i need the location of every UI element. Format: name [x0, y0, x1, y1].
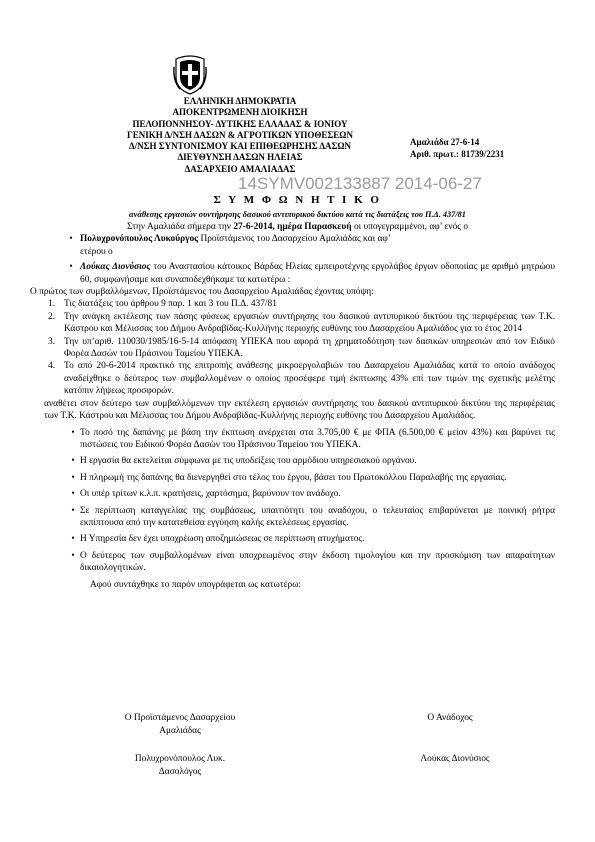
document-date: Αμαλιάδα 27-6-14	[410, 137, 480, 147]
term-item	[71, 472, 555, 484]
term-item	[71, 455, 555, 467]
bullet-icon: •	[71, 472, 75, 483]
list-item	[48, 336, 555, 361]
term-text: Το ποσό της δαπάνης με βάση την έκπτωση ανέρχεται στα 3.705,00 € με ΦΠΑ (6.500,00 € μείον 43%) και βαρύνει τις πιστώσεις του Ειδικού Φορέα Δασών του Πράσινου Ταμείου του ΥΠΕΚΑ.	[80, 427, 555, 450]
signature-left-name	[100, 753, 260, 779]
document-subtitle: ανάθεσης εργασιών συντήρησης δασικού αντιπυρικού δικτύου κατά τις διατάξεις του Π.Δ. 437/81	[129, 210, 466, 219]
term-text: Η Υπηρεσία δεν έχει υποχρέωση αποζημιώσεως σε περίπτωση ατυχήματος.	[80, 534, 365, 545]
document-title: Σ Υ Μ Φ Ω Ν Η Τ Ι Κ Ο	[213, 194, 382, 206]
party-two-details: του Αναστασίου κάτοικος Βάρδας Ηλείας εμπειροτέχνης εργολάβος έργων οδοποιίας με αριθμό μητρώου 60, συμφωνήσαμε και συναποδεχθήκαμε τα κατωτέρω :	[80, 262, 555, 285]
contract-body	[30, 221, 555, 591]
signature-left-title	[100, 712, 260, 738]
header-line: ΓΕΝΙΚΗ Δ/ΝΣΗ ΔΑΣΩΝ & ΑΓΡΟΤΙΚΩΝ ΥΠΟΘΕΣΕΩΝ	[127, 129, 353, 140]
diavgeia-stamp: 14SYMV002133887 2014-06-27	[238, 174, 482, 193]
list-text: Την υπ’αριθ. 110030/1985/16-5-14 απόφαση ΥΠΕΚΑ που αφορά τη χρηματοδότηση των δασικών υπηρεσιών από τον Ειδικό Φορέα Δασών του Πράσινου Ταμείου ΥΠΕΚΑ.	[64, 336, 555, 360]
party-two-name: Λούκας Διονύσιος	[80, 262, 151, 273]
term-text: Οι υπέρ τρίτων κ.λ.π. κρατήσεις, χαρτόσημα, βαρύνουν τον ανάδοχο.	[80, 489, 341, 500]
terms-list	[40, 427, 555, 575]
header-line: ΕΛΛΗΝΙΚΗ ΔΗΜΟΚΡΑΤΙΑ	[183, 96, 297, 106]
list-text: Τις διατάξεις του άρθρου 9 παρ. 1 και 3 του Π.Δ. 437/81	[64, 299, 277, 310]
numbered-list	[40, 298, 555, 397]
header-line: ΠΕΛΟΠΟΝΝΗΣΟΥ- ΔΥΤΙΚΗΣ ΕΛΛΑΔΑΣ & ΙΟΝΙΟΥ	[132, 118, 348, 129]
authority-header	[90, 96, 390, 175]
signature-left-title-line: Αμαλιάδας	[159, 726, 201, 736]
protocol-number: Αριθ. πρωτ.: 81739/2231	[410, 148, 505, 159]
bullet-icon: •	[71, 427, 75, 438]
signature-right-title: Ο Ανάδοχος	[427, 713, 473, 723]
list-number: 2.	[48, 311, 56, 322]
bullet-icon: •	[69, 262, 73, 273]
list-text: Το από 20-6-2014 πρακτικό της επιτροπής ανάθεσης μικροεργολαβιών του Δασαρχείου Αμαλιάδας κατά το οποίο ανάδοχος αναδείχθηκε ο δεύτερος των συμβαλλομένων ο οποίος προσέφερε τιμή έκπτωσης 43% επί των τιμών της σχετικής μελέτης κατόπιν λήψεως προσφορών.	[64, 361, 555, 397]
bullet-icon: •	[71, 456, 75, 467]
term-item	[71, 505, 555, 530]
party-one-cont: ετέρου ο	[80, 246, 113, 257]
party-one-name: Πολυχρονόπουλος Λυκούργος	[80, 234, 199, 245]
signature-left-name-line: Πολυχρονόπουλος Λυκ.	[134, 754, 226, 764]
list-item	[48, 298, 555, 310]
list-item	[48, 360, 555, 397]
bullet-icon: •	[71, 505, 75, 516]
term-item	[71, 427, 555, 452]
signature-left-title-line: Ο Προϊστάμενος Δασαρχείου	[124, 713, 236, 723]
signature-right-name: Λούκας Διονύσιος	[420, 754, 490, 764]
term-text: Η πληρωμή της δαπάνης θα διενεργηθεί στο τέλος του έργου, βάσει του Πρωτοκόλλου Παραλαβής της εργασίας.	[80, 472, 507, 483]
bullet-icon: •	[71, 550, 75, 561]
term-item	[71, 550, 555, 575]
list-text: Την ανάγκη εκτέλεσης των πάσης φύσεως εργασιών συντήρησης του δασικού αντιπυρικού δικτύου της περιφέρειας των Τ.Κ. Κάστρου και Μέλισσας του Δήμου Ανδραβίδας-Κυλλήνης περιοχής ευθύνης του Δασαρχείου Αμαλιάδος για το έτος 2014	[64, 311, 555, 335]
term-text: Σε περίπτωση καταγγελίας της συμβάσεως, υπαιτιότητι του αναδόχου, ο τελευταίος επιβαρύνεται με ποινική ρήτρα εκπίπτουσα από την κατατεθείσα εγγύηση καλής εκτελέσεως εργασίας.	[80, 505, 555, 528]
term-item	[71, 488, 555, 500]
signature-left-role: Δασολόγος	[158, 767, 202, 777]
header-line: ΔΙΕΥΘΥΝΣΗ ΔΑΣΩΝ ΗΛΕΙΑΣ	[177, 152, 303, 163]
party-one-role: Προϊστάμενος του Δασαρχείου Αμαλιάδας και αφ’	[200, 234, 391, 245]
party-two	[40, 261, 555, 286]
list-number: 1.	[48, 299, 56, 310]
list-number: 3.	[48, 336, 56, 347]
intro-paragraph	[40, 221, 555, 233]
bullet-icon: •	[71, 489, 75, 500]
term-text: Ο δεύτερος των συμβαλλομένων είναι υποχρεωμένος στην έκδοση τιμολογίου και την προσκόμιση των απαραίτητων δικαιολογητικών.	[80, 550, 555, 574]
closing-line: Αφού συντάχθηκε το παρόν υπογράφεται ως κατωτέρω:	[90, 579, 301, 590]
considering-line: Ο πρώτος των συμβαλλόμενων, Προϊστάμενος του Δασαρχείου Αμαλιάδας έχοντας υπόψη:	[30, 287, 374, 298]
header-line: ΑΠΟΚΕΝΤΡΩΜΕΝΗ ΔΙΟΙΚΗΣΗ	[172, 107, 308, 118]
header-line: ΔΑΣΑΡΧΕΙΟ ΑΜΑΛΙΑΔΑΣ	[184, 163, 296, 174]
list-number: 4.	[48, 361, 56, 372]
header-line: Δ/ΝΣΗ ΣΥΝΤΟΝΙΣΜΟΥ ΚΑΙ ΕΠΙΘΕΩΡΗΣΗΣ ΔΑΣΩΝ	[128, 141, 352, 152]
assignment-paragraph: αναθέτει στον δεύτερο των συμβαλλόμενων την εκτέλεση εργασιών συντήρησης του δασικού αντιπυρικού δικτύου της περιφέρειας των Τ.Κ. Κάστρου και Μέλισσας του Δήμου Ανδραβίδας-Κυλλήνης περιοχής ευθύνης του Δασαρχείου Αμαλιάδος.	[44, 398, 555, 422]
bullet-icon: •	[69, 234, 73, 245]
intro-text: Στην Αμαλιάδα σήμερα την	[126, 222, 231, 232]
list-item	[48, 311, 555, 336]
intro-text-end: οι υπογεγραμμένοι, αφ’ ενός ο	[353, 222, 469, 232]
term-item	[71, 533, 555, 545]
bullet-icon: •	[71, 534, 75, 545]
document-reference	[410, 137, 504, 160]
intro-date: 27-6-2014, ημέρα Παρασκευή	[233, 222, 352, 232]
term-text: Η εργασία θα εκτελείται σύμφωνα με τις υποδείξεις του αρμόδιου υπηρεσιακού οργάνου.	[80, 456, 417, 467]
coat-of-arms-emblem	[172, 53, 208, 95]
party-one	[40, 233, 555, 245]
